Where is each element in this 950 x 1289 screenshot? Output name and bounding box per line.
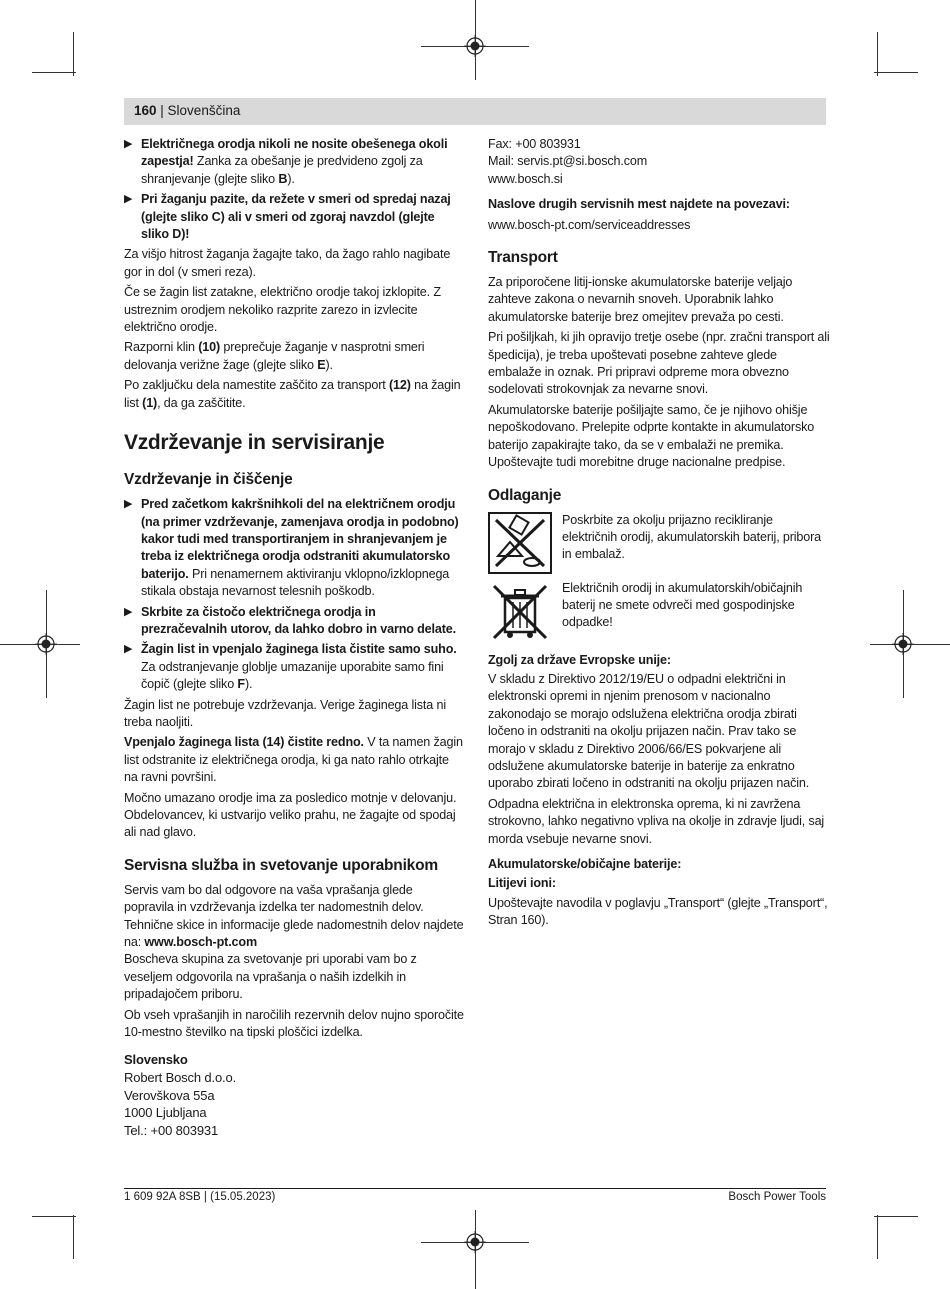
crossed-bin-icon bbox=[488, 580, 552, 642]
text-bold: Vpenjalo žaginega lista (14) čistite redno. bbox=[124, 735, 364, 750]
figure-ref: B bbox=[278, 171, 288, 186]
right-column bbox=[488, 136, 830, 933]
mail-line[interactable]: Mail: servis.pt@si.bosch.com bbox=[488, 154, 648, 169]
bullet-triangle-icon: ▶ bbox=[124, 605, 133, 618]
text: Razporni klin bbox=[124, 340, 199, 355]
web-line[interactable]: www.bosch.si bbox=[488, 171, 563, 186]
registration-mark-icon bbox=[35, 633, 57, 655]
subsection-title: Servisna služba in svetovanje uporabnikom bbox=[124, 856, 438, 874]
fax-line: Fax: +00 803931 bbox=[488, 137, 581, 151]
paragraph: Za višjo hitrost žaganja žagajte tako, da žago rahlo nagibate gor in dol (v smeri reza). bbox=[124, 247, 451, 279]
crop-mark bbox=[877, 32, 878, 76]
part-ref: (10) bbox=[198, 340, 220, 355]
warning-text: Pri nenamernem aktiviranju vklopno/izklopnega stikala obstaja nevarnost telesnih poškodb. bbox=[141, 566, 450, 599]
paragraph: Žagin list ne potrebuje vzdrževanja. Verige žaginega lista ni treba naoljiti. bbox=[124, 697, 446, 729]
battery-heading: Akumulatorske/običajne baterije: bbox=[488, 856, 682, 871]
warning-bold: Žagin list in vpenjalo žaginega lista čistite samo suho. bbox=[141, 642, 457, 657]
text: ). bbox=[325, 357, 333, 372]
recycling-symbol-icon bbox=[488, 512, 552, 574]
warning-text: Zanka za obešanje je predvideno zgolj za shranjevanje (glejte sliko bbox=[141, 154, 423, 186]
warning-end: ). bbox=[287, 171, 295, 186]
weee-text: Električnih orodij in akumulatorskih/običajnih baterij ne smete odvreči med gospodinjske odpadke! bbox=[562, 580, 803, 630]
paragraph bbox=[124, 734, 464, 786]
warning-item bbox=[124, 641, 464, 693]
part-ref: (1) bbox=[142, 395, 158, 410]
warning-bold: Električnega orodja nikoli ne nosite obešenega okoli zapestja! bbox=[141, 137, 448, 169]
figure-ref: F bbox=[237, 677, 245, 692]
paragraph: V skladu z Direktivo 2012/19/EU o odpadni električni in elektronski opremi in njenim prenosom v nacionalno zakonodajo se morajo odslužena električna orodja zbirati ločeno in odstraniti na okolju prijazen način. Prav tako se morajo v skladu z Direktivo 2006/66/ES pokvarjene ali odslužene akumulatorske baterije in baterije za enkratno uporabo zbirati ločeno in odstraniti na okolju prijazen način. bbox=[488, 671, 810, 791]
footer-brand: Bosch Power Tools bbox=[728, 1191, 826, 1203]
registration-mark-icon bbox=[464, 35, 486, 57]
text: na žagin list bbox=[124, 378, 461, 410]
part-ref: (12) bbox=[388, 378, 411, 393]
paragraph bbox=[124, 377, 464, 412]
footer-rule bbox=[124, 1188, 826, 1189]
figure-ref: E bbox=[317, 357, 326, 372]
registration-mark-icon bbox=[464, 1231, 486, 1253]
paragraph: Pri pošiljkah, ki jih opravijo tretje osebe (npr. zračni transport ali špedicija), je treba upoštevati posebne zahteve glede embalaže in oznak. Pri pripravi odpreme mora obvezno sodelovati strokovnjak za nevarne snovi. bbox=[488, 330, 830, 397]
address-block bbox=[124, 1051, 464, 1139]
text: Po zaključku dela namestite zaščito za transport bbox=[124, 378, 389, 393]
paragraph: Odpadna električna in elektronska oprema, ki ni zavržena strokovno, lahko negativno vpliva na okolje in zdravje ljudi, saj morda vsebuje nevarne snovi. bbox=[488, 796, 825, 846]
recycling-text: Poskrbite za okolju prijazno recikliranje električnih orodij, akumulatorskih baterij, pribora in embalaž. bbox=[562, 512, 822, 562]
eu-heading: Zgolj za države Evropske unije: bbox=[488, 652, 671, 667]
footer-doc-id: 1 609 92A 8SB | (15.05.2023) bbox=[124, 1191, 276, 1203]
address-line: Robert Bosch d.o.o. bbox=[124, 1070, 237, 1086]
page-header: 160 | Slovenščina bbox=[134, 103, 241, 118]
warning-bold: Pri žaganju pazite, da režete v smeri od spredaj nazaj (glejte sliko C) ali v smeri od zgoraj navzdol (glejte sliko D)! bbox=[141, 192, 451, 242]
text: preprečuje žaganje v nasprotni smeri delovanja verižne žage (glejte sliko bbox=[124, 340, 425, 372]
paragraph: Akumulatorske baterije pošiljajte samo, če je njihovo ohišje nepoškodovano. Prelepite odprte kontakte in akumulatorsko baterijo zapakirajte tako, da se v embalaži ne premika. Upoštevajte tudi morebitne druge nacionalne predpise. bbox=[488, 402, 815, 470]
address-line: Verovškova 55a bbox=[124, 1087, 215, 1103]
header-language: Slovenščina bbox=[167, 103, 241, 118]
page-number: 160 bbox=[134, 103, 157, 118]
subsection-title: Odlaganje bbox=[488, 486, 562, 504]
contact-block bbox=[488, 136, 830, 188]
crop-mark bbox=[73, 32, 74, 76]
crop-mark bbox=[32, 1216, 76, 1217]
section-title: Vzdrževanje in servisiranje bbox=[124, 431, 385, 455]
text: V ta namen žagin list odstranite iz električnega orodja, ki ga nato rahlo otrkajte na ravni površini. bbox=[124, 735, 463, 785]
recycling-notice bbox=[488, 512, 830, 574]
warning-item bbox=[124, 496, 464, 600]
paragraph: Upoštevajte navodila v poglavju „Transport“ (glejte „Transport“, Stran 160). bbox=[488, 895, 828, 928]
crop-mark bbox=[877, 1215, 878, 1259]
crop-mark bbox=[32, 72, 76, 73]
crop-mark bbox=[73, 1215, 74, 1259]
crop-mark bbox=[874, 72, 918, 73]
subsection-title: Vzdrževanje in čiščenje bbox=[124, 471, 293, 489]
registration-mark-icon bbox=[892, 633, 914, 655]
addresses-link[interactable]: www.bosch-pt.com/serviceaddresses bbox=[488, 217, 691, 232]
bullet-triangle-icon: ▶ bbox=[124, 193, 133, 206]
warning-end: ). bbox=[244, 677, 253, 692]
address-line: 1000 Ljubljana bbox=[124, 1105, 207, 1121]
lithium-heading: Litijevi ioni: bbox=[488, 876, 556, 891]
country-name: Slovensko bbox=[124, 1052, 188, 1068]
website-link[interactable]: www.bosch-pt.com bbox=[144, 935, 257, 950]
left-column bbox=[124, 136, 464, 1139]
text: , da ga zaščitite. bbox=[157, 395, 246, 410]
bullet-triangle-icon: ▶ bbox=[124, 643, 133, 656]
paragraph: Če se žagin list zatakne, električno orodje takoj izklopite. Z ustreznim orodjem nekoliko razprite zarezo in izvlecite električno orodje. bbox=[124, 285, 441, 335]
warning-bold: Skrbite za čistočo električnega orodja in prezračevalnih utorov, da lahko dobro in varno delate. bbox=[141, 604, 456, 636]
paragraph bbox=[124, 882, 464, 952]
text: Servis vam bo dal odgovore na vaša vprašanja glede popravila in vzdrževanja izdelka ter nadomestnih delov. Tehnične skice in informacije glede nadomestnih delov najdete na: bbox=[124, 882, 464, 950]
warning-item bbox=[124, 191, 464, 243]
warning-text: Za odstranjevanje globlje umazanije uporabite samo fini čopič (glejte sliko bbox=[141, 659, 444, 692]
addresses-heading: Naslove drugih servisnih mest najdete na povezavi: bbox=[488, 197, 790, 212]
crop-mark bbox=[874, 1216, 918, 1217]
warning-bold: Pred začetkom kakršnihkoli del na električnem orodju (na primer vzdrževanje, zamenjava orodja in podobno) kakor tudi med transportiranjem in shranjevanjem je treba iz električnega orodja odstraniti akumulatorsko baterijo. bbox=[141, 497, 459, 581]
paragraph bbox=[124, 339, 464, 374]
address-line: Tel.: +00 803931 bbox=[124, 1122, 219, 1138]
subsection-title: Transport bbox=[488, 249, 558, 267]
paragraph: Boscheva skupina za svetovanje pri uporabi vam bo z veseljem odgovorila na vprašanja o naših izdelkih in pripadajočem priboru. bbox=[124, 952, 417, 1002]
paragraph: Za priporočene litij-ionske akumulatorske baterije veljajo zahteve zakona o nevarnih snoveh. Uporabnik lahko akumulatorske baterije brez omejitev prevaža po cesti. bbox=[488, 275, 793, 324]
bullet-triangle-icon: ▶ bbox=[124, 138, 133, 150]
weee-notice bbox=[488, 580, 830, 642]
warning-item bbox=[124, 136, 464, 188]
paragraph: Močno umazano orodje ima za posledico motnje v delovanju. Obdelovancev, ki ustvarijo veliko prahu, ne žagajte od spodaj ali nad glavo. bbox=[124, 790, 457, 840]
warning-item bbox=[124, 604, 464, 639]
paragraph: Ob vseh vprašanjih in naročilih rezervnih delov nujno sporočite 10-mestno številko na tipski ploščici izdelka. bbox=[124, 1007, 464, 1040]
bullet-triangle-icon: ▶ bbox=[124, 498, 133, 511]
